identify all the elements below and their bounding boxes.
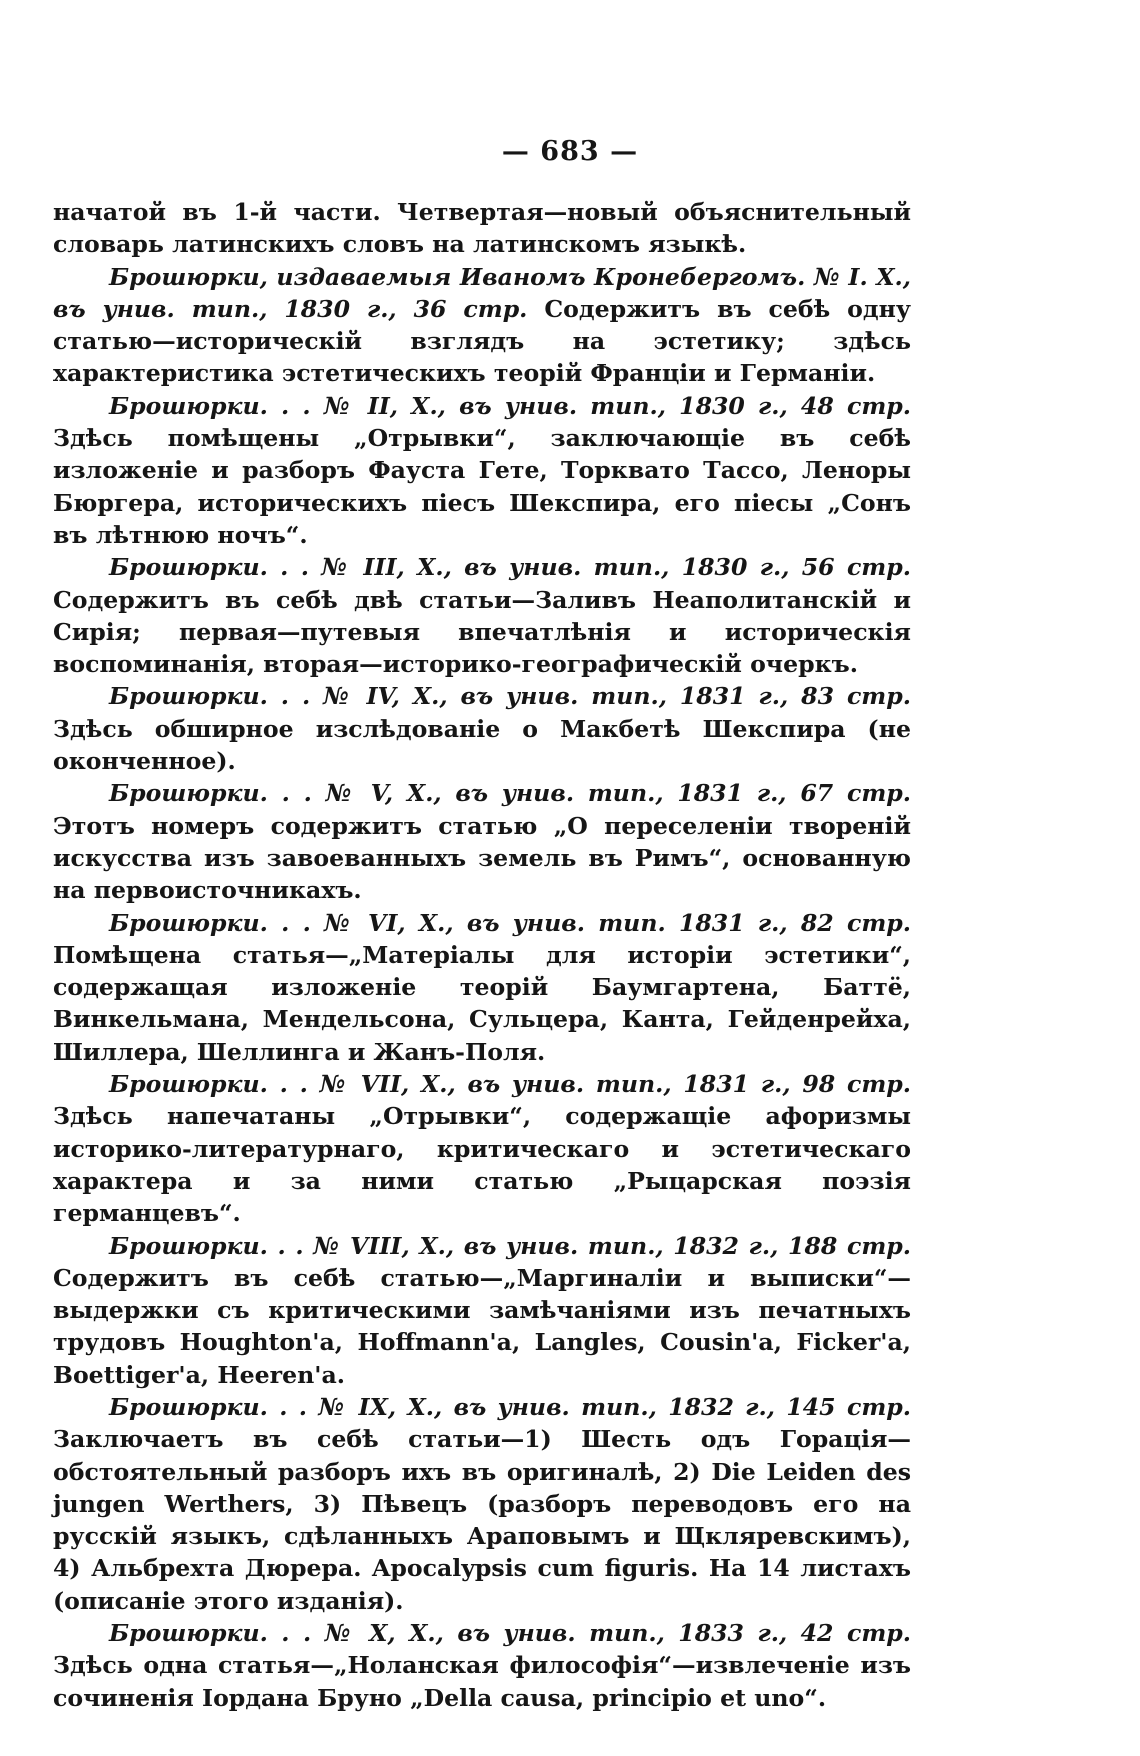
entry-text: Помѣщена статья—„Матеріалы для исторіи эстетики“, содержащая изложеніе теорій Баумгартена, Баттё, Винкельмана, Мендельсона, Сульцера, Канта, Гейденрейха, Шиллера, Шеллинга и Жанъ-Поля. [53,940,911,1066]
entry-text: Здѣсь напечатаны „Отрывки“, содержащіе афоризмы историко-литературнаго, критическаго и эстетическаго характера и за ними статью „Рыцарская поэзія германцевъ“. [53,1102,911,1228]
paragraph-brochure-9 [53,1391,911,1617]
paragraph-brochure-2 [53,390,911,551]
paragraph-brochure-6 [53,907,911,1068]
entry-text: начатой въ 1-й части. Четвертая—новый объяснительный словарь латинскихъ словъ на латинскомъ языкѣ. [53,198,911,259]
paragraph-brochure-3 [53,551,911,680]
entry-text: Содержитъ въ себѣ одну статью—историческій взглядъ на эстетику; здѣсь характеристика эстетическихъ теорій Франціи и Германіи. [53,294,911,388]
entry-title: Брошюрки. . . № VI, X., въ унив. тип. 1831 г., 82 стр. [109,908,911,937]
paragraph-brochure-10 [53,1617,911,1714]
entry-text: Этотъ номеръ содержитъ статью „О переселеніи твореній искусства изъ завоеванныхъ земель въ Римъ“, основанную на первоисточникахъ. [53,811,911,905]
page-body [53,196,911,1714]
paragraph-brochure-4 [53,680,911,777]
entry-title: Брошюрки. . . № VII, X., въ унив. тип., 1831 г., 98 стр. [109,1070,911,1099]
entry-text: Заключаетъ въ себѣ статьи—1) Шесть одъ Горація—обстоятельный разборъ ихъ въ оригиналѣ, 2) Die Leiden des jungen Werthers, 3) Пѣвецъ (разборъ переводовъ его на русскій языкъ, сдѣланныхъ Араповымъ и Щкляревскимъ), 4) Альбрехта Дюрера. Apocalypsis cum figuris. На 14 листахъ (описаніе этого изданія). [53,1425,911,1615]
paragraph-brochure-8 [53,1230,911,1391]
paragraph-brochure-7 [53,1068,911,1229]
entry-text: Содержитъ въ себѣ двѣ статьи—Заливъ Неаполитанскій и Сирія; первая—путевыя впечатлѣнія и историческія воспоминанія, вторая—историко-географическій очеркъ. [53,585,911,679]
entry-title: Брошюрки. . . № III, X., въ унив. тип., 1830 г., 56 стр. [109,553,911,582]
paragraph-continuation [53,196,911,261]
entry-title: Брошюрки. . . № II, X., въ унив. тип., 1830 г., 48 стр. [109,391,911,420]
entry-title: Брошюрки. . . № IV, X., въ унив. тип., 1831 г., 83 стр. [109,682,911,711]
entry-title: Брошюрки. . . № IX, X., въ унив. тип., 1832 г., 145 стр. [109,1392,911,1421]
entry-text: Здѣсь обширное изслѣдованіе о Макбетѣ Шекспира (не оконченное). [53,714,911,776]
entry-title: Брошюрки, издаваемыя Иваномъ Кронебергомъ. № I. X., въ унив. тип., 1830 г., 36 стр. [53,262,911,323]
entry-text: Здѣсь помѣщены „Отрывки“, заключающіе въ себѣ изложеніе и разборъ Фауста Гете, Торквато Тассо, Леноры Бюргера, историческихъ піесъ Шекспира, его піесы „Сонъ въ лѣтнюю ночъ“. [53,424,911,549]
page-number: — 683 — [501,136,639,167]
paragraph-brochure-1 [53,261,911,390]
paragraph-brochure-5 [53,777,911,906]
entry-title: Брошюрки. . . № VIII, X., въ унив. тип., 1832 г., 188 стр. [109,1231,911,1260]
entry-text: Содержитъ въ себѣ статью—„Маргиналіи и выписки“—выдержки съ критическими замѣчаніями изъ печатныхъ трудовъ Houghton'a, Hoffmann'a, Langles, Cousin'a, Ficker'a, Boettiger'a, Heeren'a. [53,1263,911,1389]
entry-title: Брошюрки. . . № X, X., въ унив. тип., 1833 г., 42 стр. [109,1619,911,1648]
entry-text: Здѣсь одна статья—„Ноланская философія“—извлеченіе изъ сочиненія Іордана Бруно „Della causa, principio et uno“. [53,1651,911,1712]
entry-title: Брошюрки. . . № V, X., въ унив. тип., 1831 г., 67 стр. [109,779,911,808]
